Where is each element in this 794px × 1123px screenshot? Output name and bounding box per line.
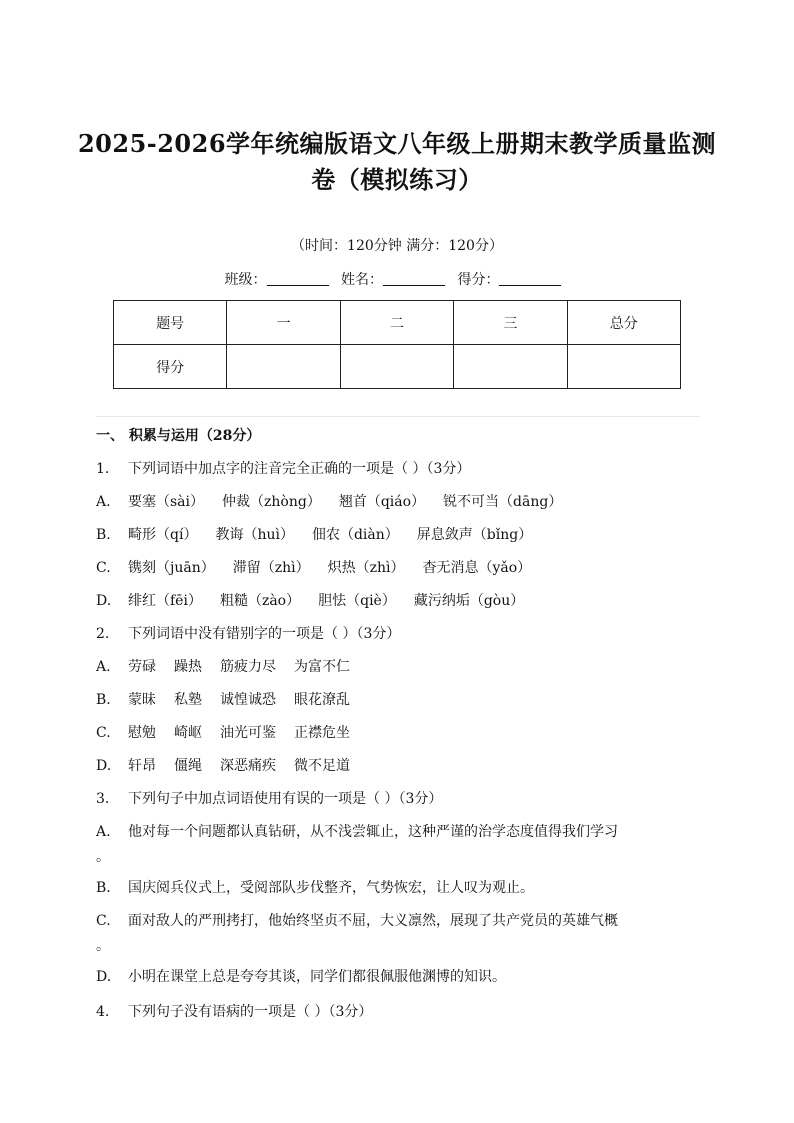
score-table-header: 二 bbox=[340, 301, 453, 345]
option-item: 诚惶诚恐 bbox=[220, 692, 276, 708]
question-stem bbox=[96, 459, 706, 479]
score-table-header: 题号 bbox=[114, 301, 227, 345]
option-text: 小明在课堂上总是夸夸其谈，同学们都很佩服他渊博的知识。 bbox=[128, 969, 506, 985]
question-text: 下列句子中加点词语使用有误的一项是（ ）（3分） bbox=[128, 791, 443, 807]
option-row bbox=[96, 591, 706, 611]
option-row bbox=[96, 492, 706, 512]
option-label: A. bbox=[96, 659, 111, 675]
option-item: 眼花潦乱 bbox=[294, 692, 350, 708]
exam-time-info: （时间：120分钟 满分：120分） bbox=[291, 238, 503, 254]
exam-title-line2: 卷（模拟练习） bbox=[311, 165, 483, 194]
option-item: 翘首（qiáo） bbox=[338, 494, 426, 510]
score-cell[interactable] bbox=[227, 345, 340, 389]
divider bbox=[96, 416, 700, 417]
option-text: 他对每一个问题都认真钻研，从不浅尝辄止，这种严谨的治学态度值得我们学习 bbox=[128, 824, 618, 840]
option-label: C. bbox=[96, 725, 111, 741]
option-item: 杳无消息（yǎo） bbox=[422, 560, 532, 576]
option-item: 仲裁（zhòng） bbox=[222, 494, 321, 510]
option-item: 教诲（huì） bbox=[215, 527, 294, 543]
option-label: A. bbox=[96, 824, 111, 840]
option-item: 屏息敛声（bǐng） bbox=[416, 527, 533, 543]
option-label: D. bbox=[96, 969, 112, 985]
option-row bbox=[96, 878, 706, 898]
score-table-score-row bbox=[114, 345, 681, 389]
option-item: 油光可鉴 bbox=[220, 725, 276, 741]
option-item: 畸形（qí） bbox=[128, 527, 198, 543]
question-text: 下列词语中加点字的注音完全正确的一项是（ ）（3分） bbox=[128, 461, 471, 477]
exam-title bbox=[60, 126, 734, 198]
score-table-header: 总分 bbox=[567, 301, 680, 345]
option-item: 锐不可当（dāng） bbox=[443, 494, 563, 510]
option-item: 深恶痛疾 bbox=[220, 758, 276, 774]
name-label: 姓名： bbox=[341, 272, 383, 288]
option-item: 绯红（fēi） bbox=[128, 593, 202, 609]
option-item: 私塾 bbox=[174, 692, 202, 708]
option-item: 粗糙（zào） bbox=[219, 593, 301, 609]
option-item: 躁热 bbox=[174, 659, 202, 675]
option-item: 蒙昧 bbox=[128, 692, 156, 708]
option-item: 崎岖 bbox=[174, 725, 202, 741]
score-cell[interactable] bbox=[567, 345, 680, 389]
option-item: 劳碌 bbox=[128, 659, 156, 675]
option-item: 轩昂 bbox=[128, 758, 156, 774]
question-text: 下列词语中没有错别字的一项是（ ）（3分） bbox=[128, 626, 401, 642]
option-label: A. bbox=[96, 494, 111, 510]
score-table-header: 三 bbox=[454, 301, 567, 345]
score-row-label: 得分 bbox=[114, 345, 227, 389]
option-label: D. bbox=[96, 593, 112, 609]
score-blank[interactable] bbox=[499, 271, 561, 286]
option-item: 要塞（sài） bbox=[128, 494, 205, 510]
option-text: 国庆阅兵仪式上，受阅部队步伐整齐，气势恢宏，让人叹为观止。 bbox=[128, 880, 534, 896]
question-stem bbox=[96, 624, 706, 644]
option-item: 炽热（zhì） bbox=[327, 560, 405, 576]
question-text: 下列句子没有语病的一项是（ ）（3分） bbox=[128, 1004, 373, 1020]
name-blank[interactable] bbox=[383, 271, 445, 286]
score-cell[interactable] bbox=[340, 345, 453, 389]
score-cell[interactable] bbox=[454, 345, 567, 389]
option-wrap: 。 bbox=[96, 938, 110, 954]
exam-title-line1: 2025-2026学年统编版语文八年级上册期末教学质量监测 bbox=[77, 129, 717, 158]
option-item: 佃农（diàn） bbox=[311, 527, 399, 543]
question-number: 1. bbox=[96, 461, 110, 477]
score-table-header: 一 bbox=[227, 301, 340, 345]
option-item: 镌刻（juān） bbox=[128, 560, 215, 576]
option-row bbox=[96, 558, 706, 578]
score-label: 得分： bbox=[457, 272, 500, 288]
option-label: B. bbox=[96, 692, 111, 708]
option-label: B. bbox=[96, 527, 111, 543]
section-heading: 一、 积累与运用（28分） bbox=[96, 428, 261, 444]
option-row bbox=[96, 822, 706, 842]
question-stem bbox=[96, 789, 706, 809]
option-item: 微不足道 bbox=[294, 758, 350, 774]
option-row bbox=[96, 525, 706, 545]
option-item: 筋疲力尽 bbox=[220, 659, 276, 675]
option-label: C. bbox=[96, 913, 111, 929]
class-blank[interactable] bbox=[267, 271, 329, 286]
option-row bbox=[96, 657, 706, 677]
score-table-header-row bbox=[114, 301, 681, 345]
option-item: 滞留（zhì） bbox=[232, 560, 310, 576]
question-number: 4. bbox=[96, 1004, 110, 1020]
question-number: 3. bbox=[96, 791, 110, 807]
option-row bbox=[96, 690, 706, 710]
option-item: 僵绳 bbox=[174, 758, 202, 774]
question-number: 2. bbox=[96, 626, 110, 642]
class-label: 班级： bbox=[224, 272, 267, 288]
option-item: 正襟危坐 bbox=[294, 725, 350, 741]
option-item: 胆怯（qiè） bbox=[318, 593, 396, 609]
option-label: B. bbox=[96, 880, 111, 896]
option-item: 慰勉 bbox=[128, 725, 156, 741]
option-label: C. bbox=[96, 560, 111, 576]
option-text: 面对敌人的严刑拷打，他始终坚贞不屈，大义凛然，展现了共产党员的英雄气概 bbox=[128, 913, 618, 929]
option-row bbox=[96, 911, 706, 931]
option-row bbox=[96, 967, 706, 987]
option-item: 藏污纳垢（gòu） bbox=[413, 593, 525, 609]
option-item: 为富不仁 bbox=[294, 659, 350, 675]
student-info-fields bbox=[0, 269, 794, 289]
option-row bbox=[96, 723, 706, 743]
option-row bbox=[96, 756, 706, 776]
option-label: D. bbox=[96, 758, 112, 774]
question-stem bbox=[96, 1002, 706, 1022]
option-wrap: 。 bbox=[96, 849, 110, 865]
score-table bbox=[113, 300, 681, 389]
